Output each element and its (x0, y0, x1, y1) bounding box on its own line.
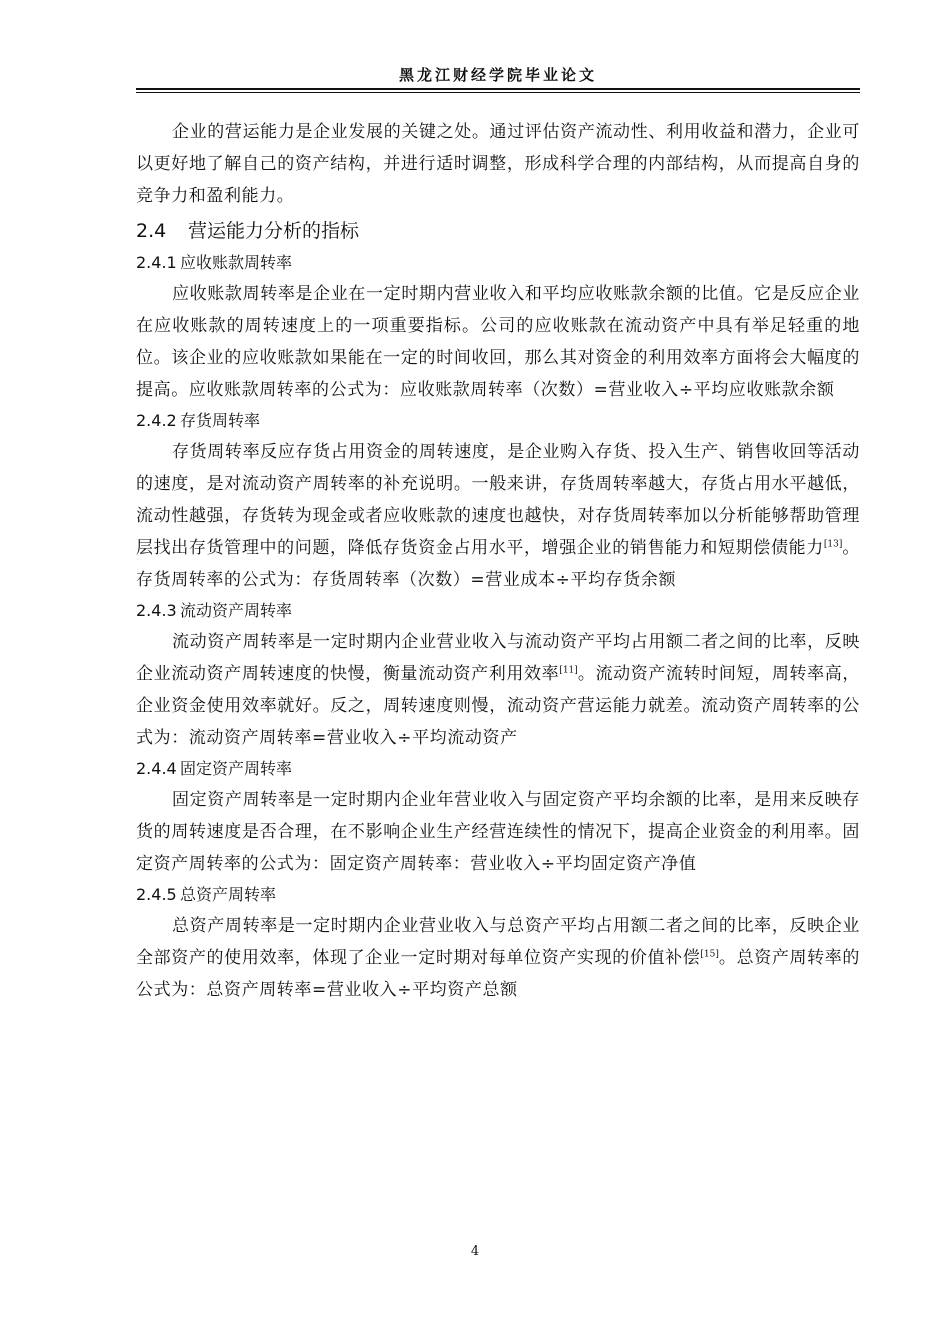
section-number: 2.4 (136, 220, 167, 242)
paragraph-text: 。存货周转率的公式为：存货周转率（次数）=营业成本÷平均存货余额 (136, 538, 860, 590)
paragraph-receivables (136, 278, 860, 406)
header-rule-thick (136, 88, 860, 90)
paragraph-text: 。总资产周转率的公式为：总资产周转率=营业收入÷平均资产总额 (136, 948, 860, 1000)
paragraph-text: 固定资产周转率是一定时期内企业年营业收入与固定资产平均余额的比率，是用来反映存货的周转速度是否合理，在不影响企业生产经营连续性的情况下，提高企业资金的利用率。固定资产周转率的公式为：固定资产周转率：营业收入÷平均固定资产净值 (136, 790, 860, 874)
paragraph-text: 。流动资产流转时间短，周转率高，企业资金使用效率就好。反之，周转速度则慢，流动资产营运能力就差。流动资产周转率的公式为：流动资产周转率=营业收入÷平均流动资产 (136, 664, 860, 748)
paragraph-total-assets (136, 910, 860, 1006)
citation-ref: [11] (559, 665, 578, 676)
citation-ref: [13] (823, 539, 843, 550)
section-heading (136, 214, 860, 248)
paragraph-text: 流动资产周转率是一定时期内企业营业收入与流动资产平均占用额二者之间的比率，反映企业流动资产周转速度的快慢，衡量流动资产利用效率 (136, 632, 860, 684)
subsection-heading-receivables (136, 248, 860, 278)
subsection-number: 2.4.2 (136, 411, 177, 430)
subsection-number: 2.4.1 (136, 253, 177, 272)
running-header: 黑龙江财经学院毕业论文 (398, 66, 597, 84)
section-title: 营运能力分析的指标 (188, 220, 360, 242)
paragraph-inventory (136, 436, 860, 596)
subsection-title: 总资产周转率 (180, 885, 277, 904)
page-number: 4 (470, 1244, 480, 1259)
paragraph-text: 存货周转率反应存货占用资金的周转速度，是企业购入存货、投入生产、销售收回等活动的速度，是对流动资产周转率的补充说明。一般来讲，存货周转率越大，存货占用水平越低，流动性越强，存货转为现金或者应收账款的速度也越快，对存货周转率加以分析能够帮助管理层找出存货管理中的问题，降低存货资金占用水平，增强企业的销售能力和短期偿债能力 (136, 442, 860, 558)
subsection-heading-current-assets (136, 596, 860, 626)
subsection-heading-total-assets (136, 880, 860, 910)
subsection-heading-fixed-assets (136, 754, 860, 784)
subsection-title: 应收账款周转率 (180, 253, 293, 272)
paragraph-text: 总资产周转率是一定时期内企业营业收入与总资产平均占用额二者之间的比率，反映企业全部资产的使用效率，体现了企业一定时期对每单位资产实现的价值补偿 (136, 916, 860, 968)
citation-ref: [15] (700, 949, 719, 960)
subsection-number: 2.4.3 (136, 601, 177, 620)
paragraph-current-assets (136, 626, 860, 754)
page-content (136, 116, 860, 1006)
subsection-title: 流动资产周转率 (180, 601, 293, 620)
header-rule-thin (136, 92, 860, 93)
subsection-title: 固定资产周转率 (180, 759, 293, 778)
subsection-heading-inventory (136, 406, 860, 436)
intro-paragraph: 企业的营运能力是企业发展的关键之处。通过评估资产流动性、利用收益和潜力，企业可以更好地了解自己的资产结构，并进行适时调整，形成科学合理的内部结构，从而提高自身的竞争力和盈利能力。 (136, 122, 860, 206)
subsection-number: 2.4.4 (136, 759, 177, 778)
subsection-title: 存货周转率 (180, 411, 261, 430)
paragraph-fixed-assets (136, 784, 860, 880)
paragraph-text: 应收账款周转率是企业在一定时期内营业收入和平均应收账款余额的比值。它是反应企业在应收账款的周转速度上的一项重要指标。公司的应收账款在流动资产中具有举足轻重的地位。该企业的应收账款如果能在一定的时间收回，那么其对资金的利用效率方面将会大幅度的提高。应收账款周转率的公式为：应收账款周转率（次数）=营业收入÷平均应收账款余额 (136, 284, 860, 400)
subsection-number: 2.4.5 (136, 885, 177, 904)
